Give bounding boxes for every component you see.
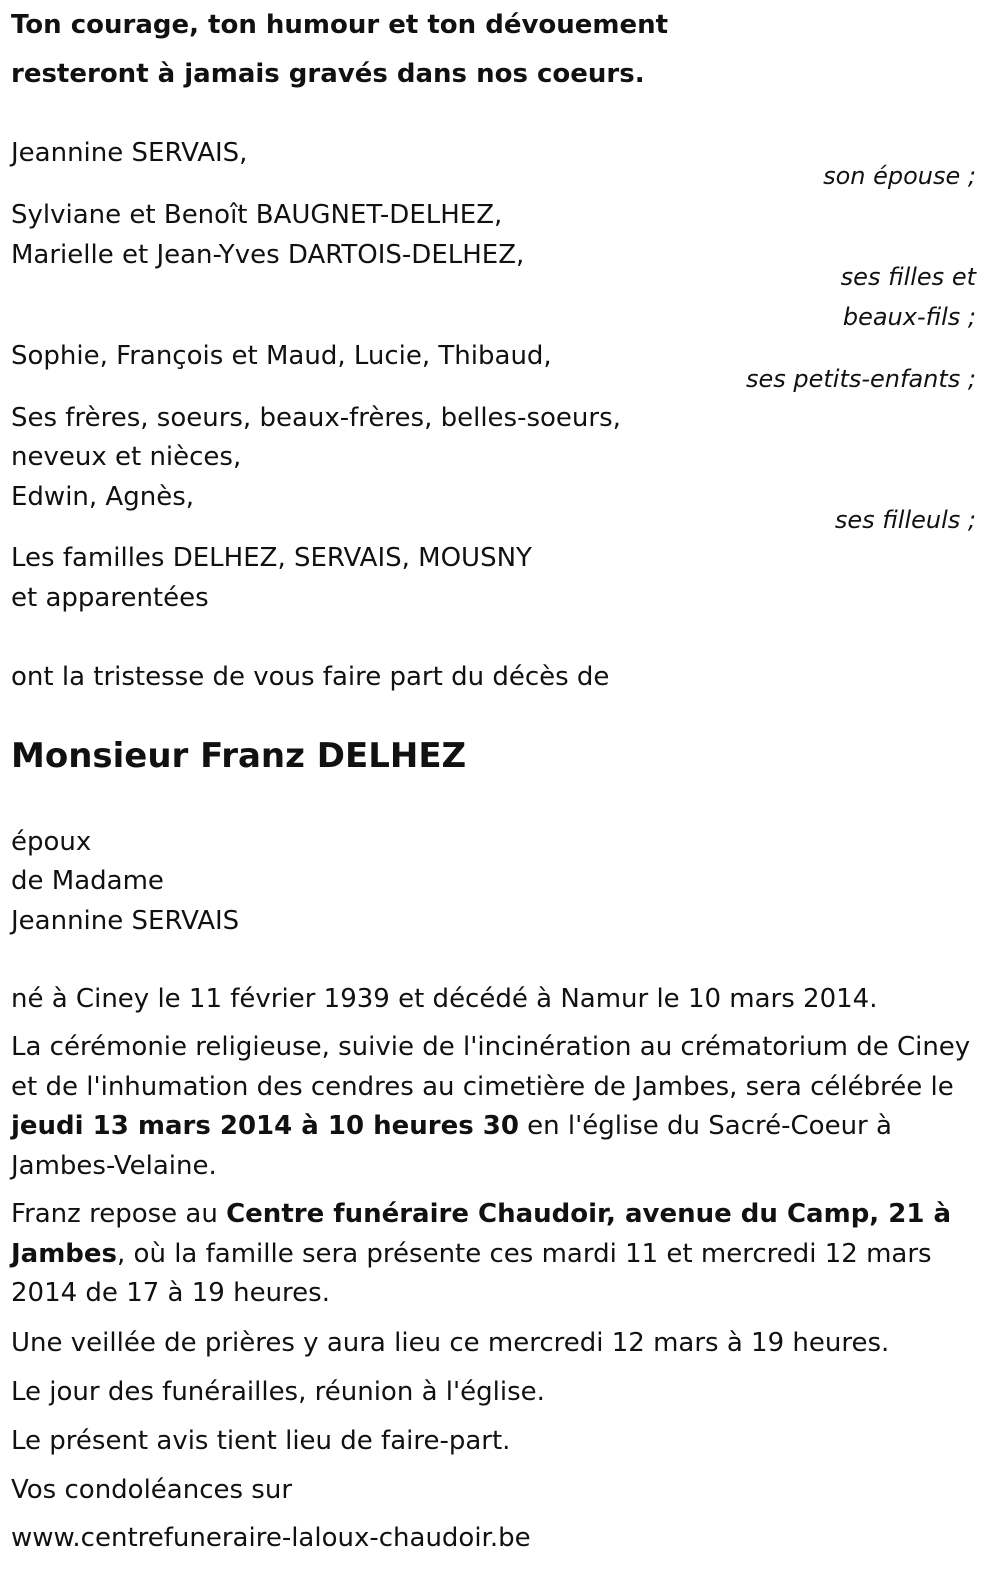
motto-line-2: resteront à jamais gravés dans nos coeurs.	[11, 59, 645, 89]
ceremony-text-1: La cérémonie religieuse, suivie de l'incinération au crématorium de Ciney et de l'inhumation des cendres au cimetière de Jambes, sera célébrée le	[11, 1032, 971, 1102]
announcement: ont la tristesse de vous faire part du décès de	[11, 662, 610, 692]
ceremony-paragraph	[11, 1028, 971, 1186]
daughters-role-2: beaux-fils ;	[842, 303, 976, 331]
notice: Le présent avis tient lieu de faire-part.	[11, 1426, 511, 1456]
rest-text-1: Franz repose au	[11, 1199, 227, 1229]
rest-text-2: , où la famille sera présente ces mardi 11 et mercredi 12 mars 2014 de 17 à 19 heures.	[11, 1238, 932, 1308]
spouse-name: Jeannine SERVAIS,	[11, 138, 248, 168]
ceremony-date: jeudi 13 mars 2014 à 10 heures 30	[11, 1111, 519, 1141]
deceased-name: Monsieur Franz DELHEZ	[11, 736, 467, 776]
siblings-line-1: Ses frères, soeurs, beaux-frères, belles-soeurs,	[11, 403, 621, 433]
grandchildren-role: ses petits-enfants ;	[745, 365, 976, 393]
rest-location: Centre funéraire Chaudoir, avenue du Camp, 21 à Jambes	[11, 1199, 952, 1269]
siblings-line-2: neveux et nièces,	[11, 442, 242, 472]
condolences: Vos condoléances sur	[11, 1475, 293, 1505]
godchildren: Edwin, Agnès,	[11, 482, 195, 512]
godchildren-role: ses filleuls ;	[834, 506, 976, 534]
website-link[interactable]: www.centrefuneraire-laloux-chaudoir.be	[11, 1523, 531, 1553]
spouse-role: son épouse ;	[823, 162, 976, 190]
spouse-line-2: de Madame	[11, 866, 164, 896]
spouse-line-1: époux	[11, 827, 92, 857]
grandchildren: Sophie, François et Maud, Lucie, Thibaud,	[11, 341, 552, 371]
daughters-role-1: ses filles et	[840, 263, 976, 291]
vigil: Une veillée de prières y aura lieu ce mercredi 12 mars à 19 heures.	[11, 1328, 890, 1358]
daughter-2: Marielle et Jean-Yves DARTOIS-DELHEZ,	[11, 240, 525, 270]
spouse-line-3: Jeannine SERVAIS	[11, 906, 240, 936]
birth-death-dates: né à Ciney le 11 février 1939 et décédé à Namur le 10 mars 2014.	[11, 984, 878, 1014]
funeral-day: Le jour des funérailles, réunion à l'église.	[11, 1377, 545, 1407]
families-line-2: et apparentées	[11, 583, 209, 613]
motto-line-1: Ton courage, ton humour et ton dévouement	[11, 10, 669, 40]
daughter-1: Sylviane et Benoît BAUGNET-DELHEZ,	[11, 200, 503, 230]
ceremony-text-2: en l'église du Sacré-Coeur à Jambes-Velaine.	[11, 1111, 892, 1181]
rest-paragraph	[11, 1195, 971, 1314]
families-line-1: Les familles DELHEZ, SERVAIS, MOUSNY	[11, 543, 532, 573]
